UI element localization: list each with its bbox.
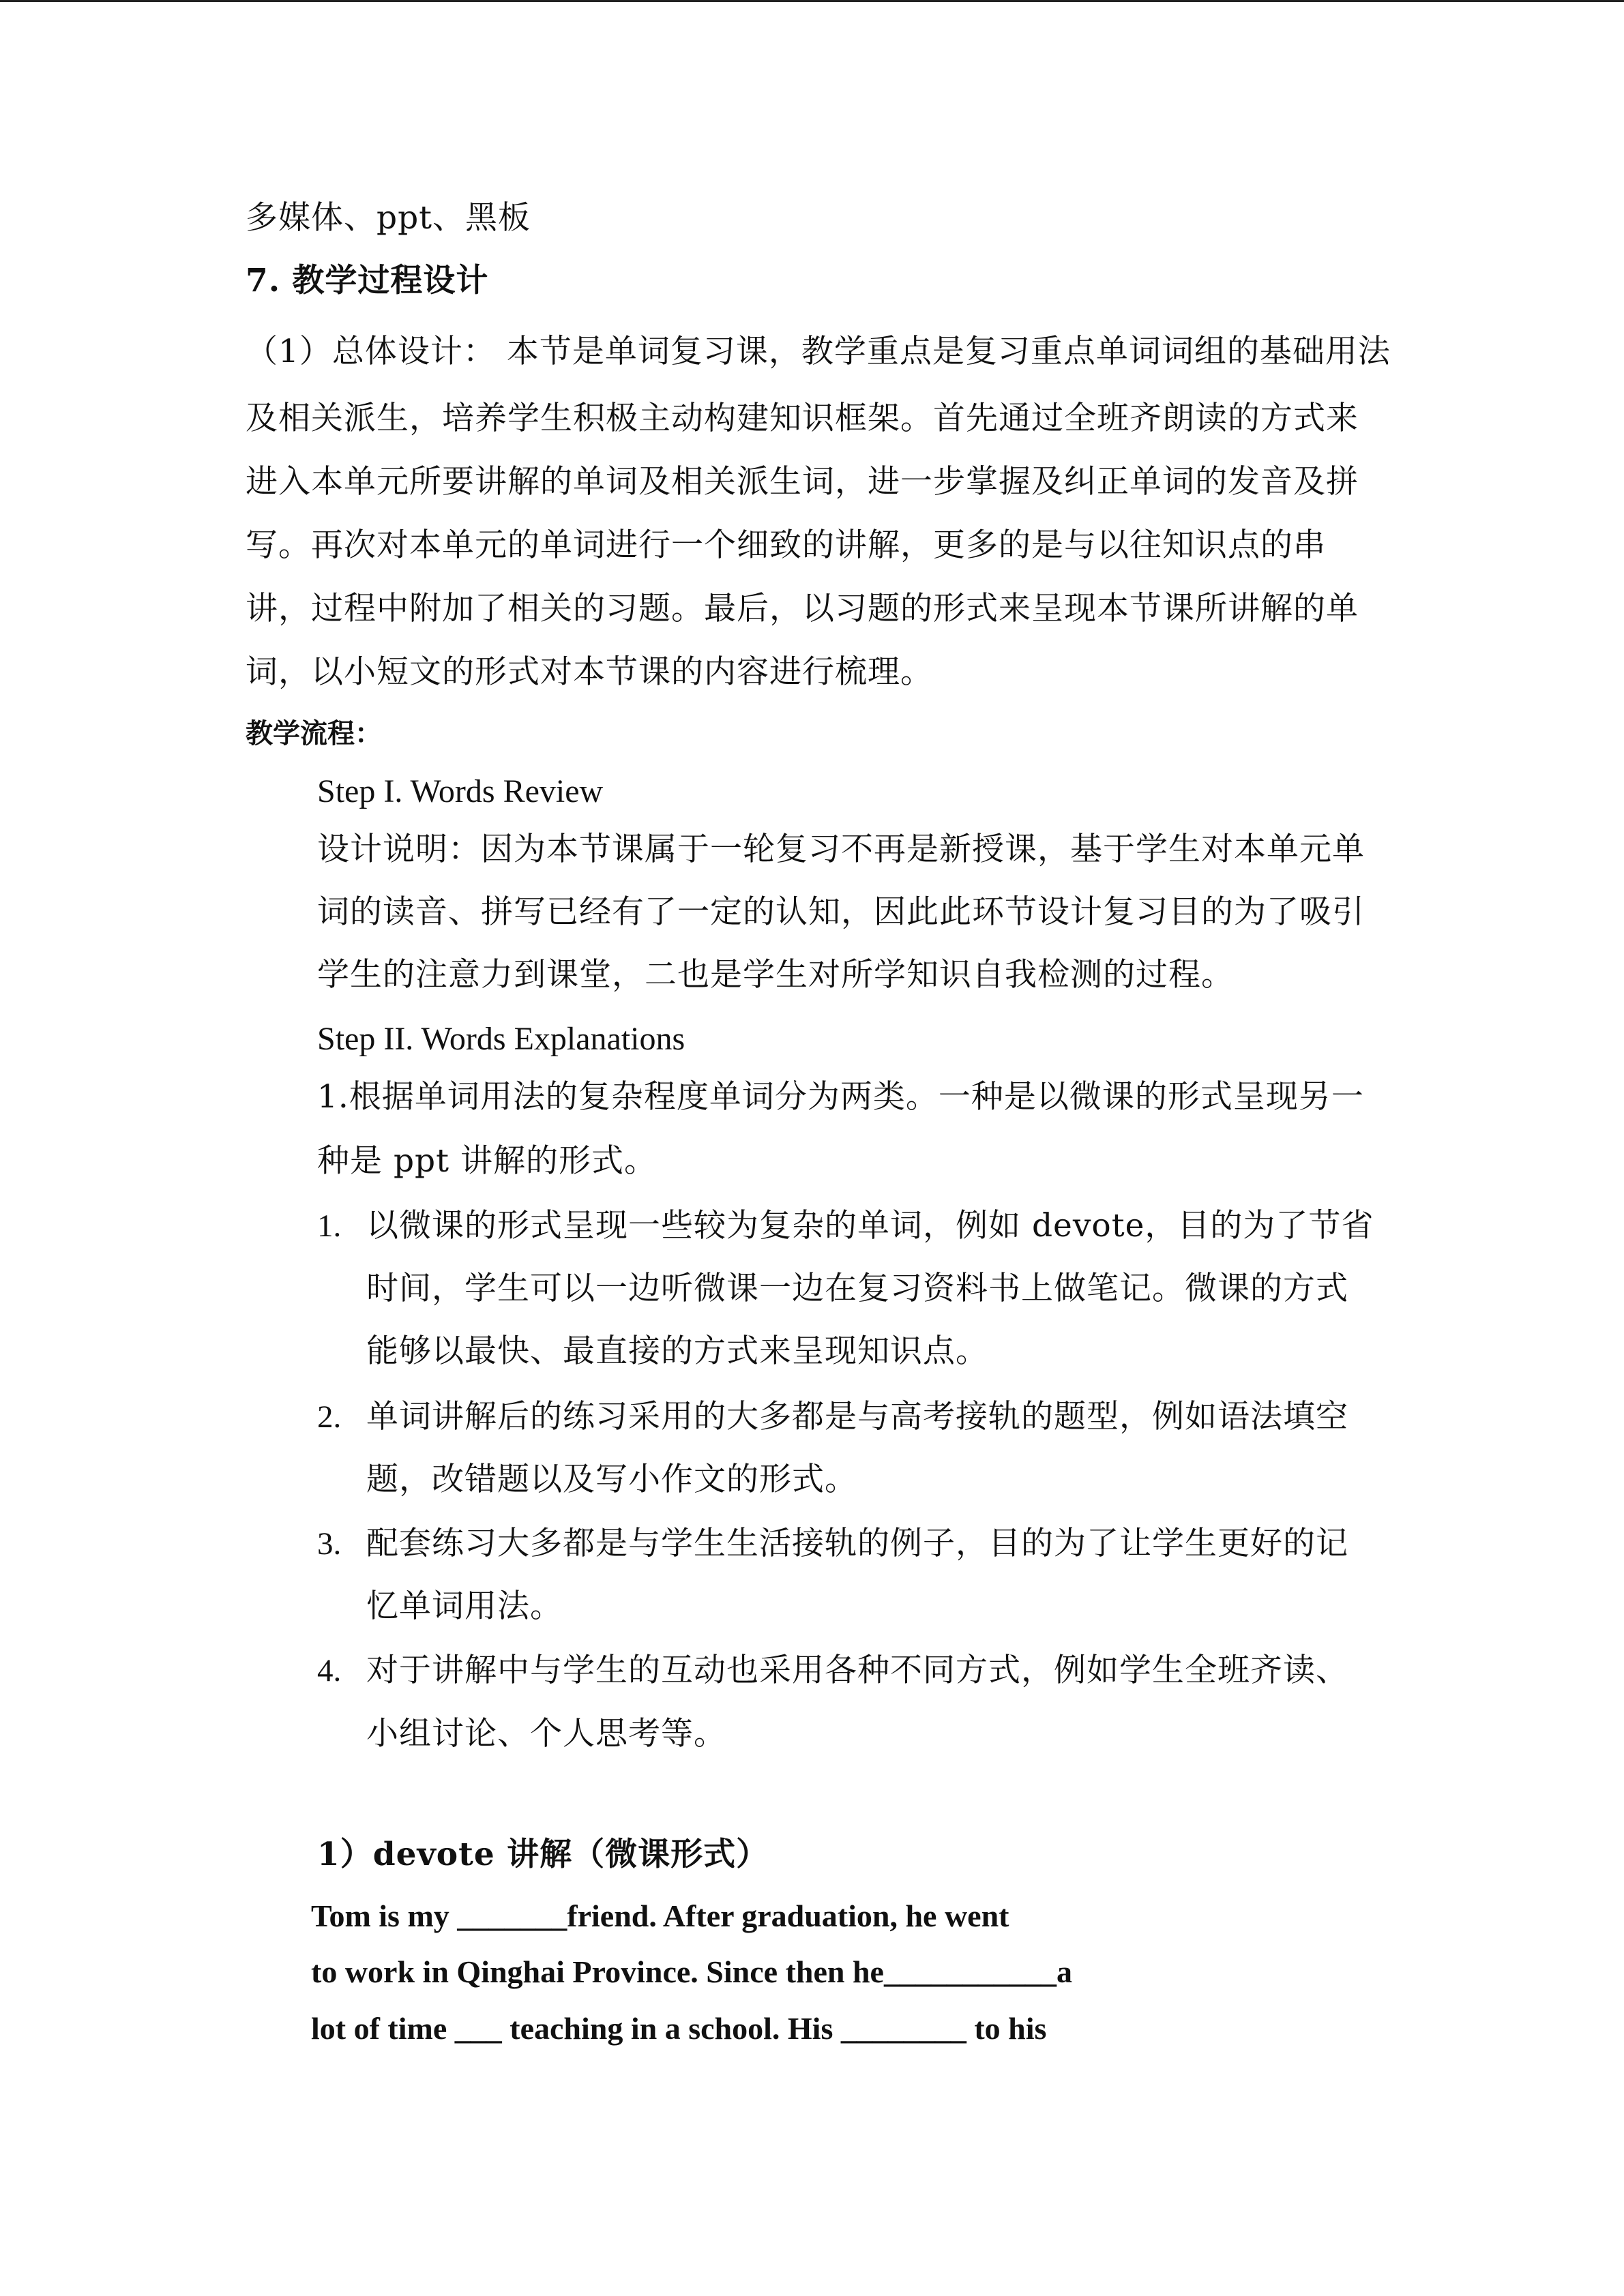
exercise-line: lot of time ___ teaching in a school. His ________ to his — [311, 2011, 1047, 2046]
list-item-line: 题，改错题以及写小作文的形式。 — [366, 1461, 857, 1498]
overall-design-line: 词，以小短文的形式对本节课的内容进行梳理。 — [246, 653, 933, 691]
list-item-line: 忆单词用法。 — [366, 1587, 563, 1625]
list-item-number: 2. — [317, 1399, 342, 1435]
list-item-number: 3. — [317, 1526, 342, 1562]
step1-title: Step I. Words Review — [317, 773, 604, 809]
exercise-line: Tom is my _______friend. After graduation, he went — [311, 1898, 1009, 1933]
devote-heading: 1）devote 讲解（微课形式） — [317, 1836, 769, 1873]
step1-line: 学生的注意力到课堂，二也是学生对所学知识自我检测的过程。 — [317, 956, 1234, 994]
step2-intro-line: 种是 ppt 讲解的形式。 — [317, 1142, 657, 1180]
section-heading: 7. 教学过程设计 — [246, 262, 489, 299]
exercise-line: to work in Qinghai Province. Since then he___________a — [311, 1954, 1072, 1989]
list-item-line: 小组讨论、个人思考等。 — [366, 1715, 726, 1753]
step1-line: 词的读音、拼写已经有了一定的认知，因此此环节设计复习目的为了吸引 — [317, 893, 1365, 931]
step2-intro-line: 1.根据单词用法的复杂程度单词分为两类。一种是以微课的形式呈现另一 — [317, 1078, 1364, 1116]
list-item-number: 4. — [317, 1653, 342, 1688]
flow-label: 教学流程： — [246, 717, 382, 749]
overall-design-line: 写。再次对本单元的单词进行一个细致的讲解，更多的是与以往知识点的串 — [246, 526, 1326, 564]
page-top-border — [0, 0, 1624, 2]
list-item-line: 时间，学生可以一边听微课一边在复习资料书上做笔记。微课的方式 — [366, 1270, 1348, 1307]
materials-line: 多媒体、ppt、黑板 — [246, 199, 531, 237]
step1-line: 设计说明：因为本节课属于一轮复习不再是新授课，基于学生对本单元单 — [317, 831, 1365, 868]
list-item-line: 以微课的形式呈现一些较为复杂的单词，例如 devote，目的为了节省 — [366, 1207, 1374, 1244]
list-item-line: 对于讲解中与学生的互动也采用各种不同方式，例如学生全班齐读、 — [366, 1652, 1348, 1689]
list-item-number: 1. — [317, 1208, 342, 1244]
list-item-line: 配套练习大多都是与学生生活接轨的例子，目的为了让学生更好的记 — [366, 1525, 1348, 1562]
overall-design-line: 进入本单元所要讲解的单词及相关派生词，进一步掌握及纠正单词的发音及拼 — [246, 463, 1359, 501]
overall-design-line: 讲，过程中附加了相关的习题。最后，以习题的形式来呈现本节课所讲解的单 — [246, 590, 1359, 627]
overall-design-line: 及相关派生，培养学生积极主动构建知识框架。首先通过全班齐朗读的方式来 — [246, 400, 1359, 437]
list-item-line: 单词讲解后的练习采用的大多都是与高考接轨的题型，例如语法填空 — [366, 1398, 1348, 1435]
list-item-line: 能够以最快、最直接的方式来呈现知识点。 — [366, 1332, 988, 1370]
step2-title: Step II. Words Explanations — [317, 1021, 685, 1057]
overall-design-line: （1）总体设计： 本节是单词复习课，教学重点是复习重点单词词组的基础用法 — [246, 333, 1391, 370]
